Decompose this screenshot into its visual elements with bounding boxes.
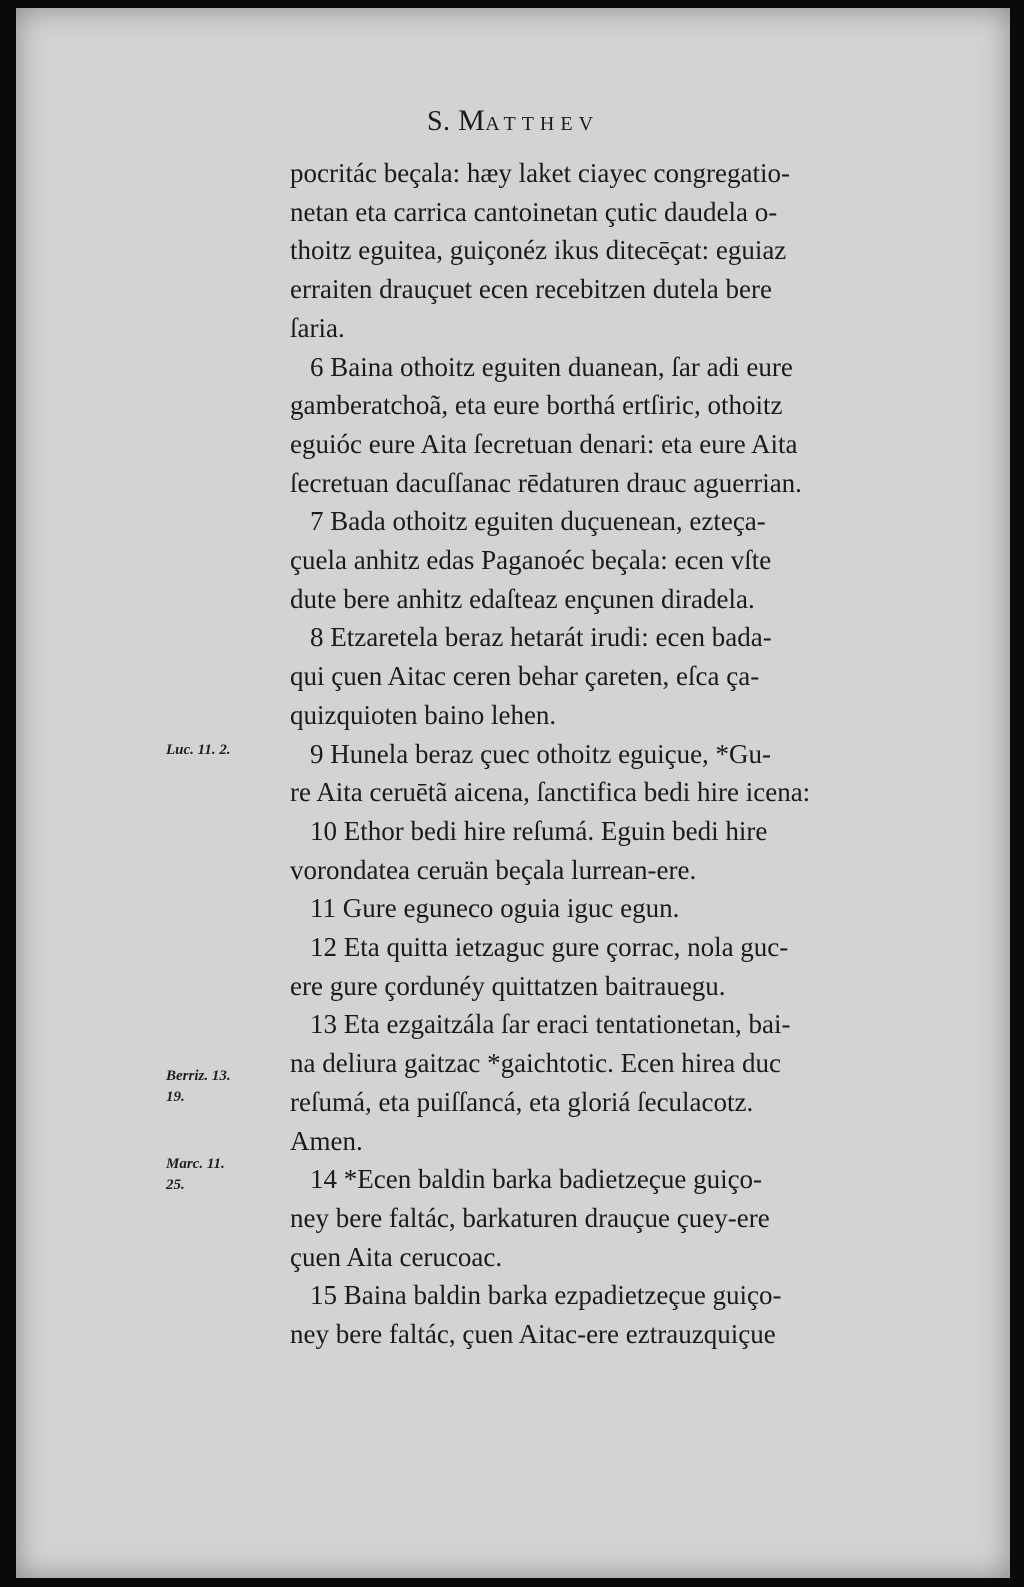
text-line: çuen Aita cerucoac. (290, 1241, 503, 1272)
text-line: gamberatchoã, eta eure borthá ertſiric, othoitz (290, 390, 783, 421)
verse-line: 15 Baina baldin barka ezpadietzeçue guiço- (310, 1280, 782, 1311)
text-line: vorondatea ceruän beçala lurrean-ere. (290, 854, 697, 885)
verse-line: 13 Eta ezgaitzála ſar eraci tentationetan, bai- (310, 1009, 791, 1040)
verse-line: 8 Etzaretela beraz hetarát irudi: ecen bada- (310, 622, 772, 653)
text-line: na deliura gaitzac *gaichtotic. Ecen hirea duc (290, 1048, 781, 1079)
margin-reference-berriz: Berriz. 13. (166, 1068, 231, 1084)
text-line: ney bere faltác, barkaturen drauçue çuey-ere (290, 1202, 770, 1233)
text-line: qui çuen Aitac ceren behar çareten, eſca ça- (290, 661, 760, 692)
margin-reference-luc: Luc. 11. 2. (166, 742, 231, 758)
running-header (16, 104, 1010, 138)
text-line: eguióc eure Aita ſecretuan denari: eta eure Aita (290, 428, 798, 459)
text-line: quizquioten baino lehen. (290, 699, 557, 730)
header-initial: M (458, 104, 486, 137)
header-smallcaps: ATTHEV (485, 113, 600, 135)
verse-line: 12 Eta quitta ietzaguc gure çorrac, nola guc- (310, 932, 789, 963)
text-line: Amen. (290, 1125, 363, 1156)
text-line: erraiten drauçuet ecen recebitzen dutela bere (290, 274, 772, 305)
text-line: ere gure çordunéy quittatzen baitrauegu. (290, 970, 726, 1001)
book-page (16, 8, 1010, 1578)
text-line: ſecretuan dacuſſanac rēdaturen drauc aguerrian. (290, 467, 802, 498)
text-line: çuela anhitz edas Paganoéc beçala: ecen vſte (290, 545, 772, 576)
verse-line: 14 *Ecen baldin barka badietzeçue guiço- (310, 1164, 763, 1195)
text-line: pocritác beçala: hæy laket ciayec congregatio- (290, 158, 790, 188)
verse-line: 9 Hunela beraz çuec othoitz eguiçue, *Gu- (310, 738, 772, 769)
text-line: re Aita ceruētã aicena, ſanctifica bedi hire icena: (290, 777, 811, 808)
scripture-text (290, 154, 922, 1354)
text-line: ney bere faltác, çuen Aitac-ere eztrauzquiçue (290, 1319, 776, 1350)
text-line: dute bere anhitz edaſteaz ençunen diradela. (290, 583, 755, 614)
margin-reference-marc-verse: 25. (166, 1177, 185, 1193)
header-abbrev: S. (426, 106, 451, 137)
text-line: reſumá, eta puiſſancá, eta gloriá ſeculacotz. (290, 1086, 754, 1117)
verse-line: 10 Ethor bedi hire reſumá. Eguin bedi hire (310, 815, 768, 846)
text-line: thoitz eguitea, guiçonéz ikus ditecēçat: eguiaz (290, 235, 787, 266)
verse-line: 6 Baina othoitz eguiten duanean, ſar adi eure (310, 351, 793, 382)
text-line: netan eta carrica cantoinetan çutic daudela o- (290, 196, 778, 227)
verse-line: 7 Bada othoitz eguiten duçuenean, ezteça- (310, 506, 766, 537)
verse-line: 11 Gure eguneco oguia iguc egun. (310, 893, 680, 924)
margin-reference-marc: Marc. 11. (166, 1156, 225, 1172)
text-line: ſaria. (290, 312, 345, 343)
margin-reference-berriz-verse: 19. (166, 1089, 185, 1105)
